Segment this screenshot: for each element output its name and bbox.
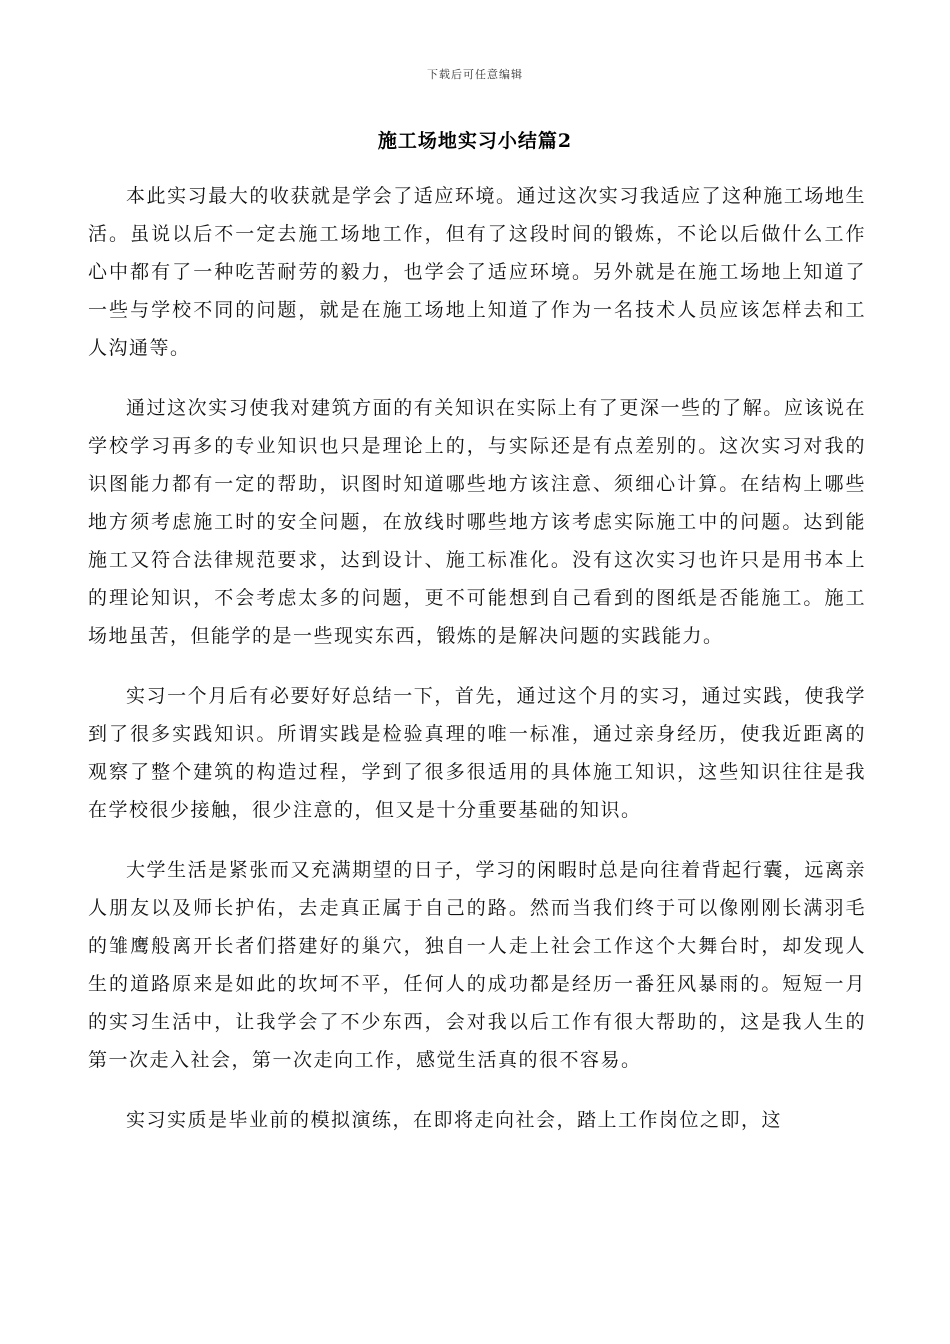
header-note: 下载后可任意编辑 (427, 68, 523, 81)
paragraph: 实习一个月后有必要好好总结一下，首先，通过这个月的实习，通过实践，使我学到了很多实践知识。所谓实践是检验真理的唯一标准，通过亲身经历，使我近距离的观察了整个建筑的构造过程，学到了很多很适用的具体施工知识，这些知识往往是我在学校很少接触，很少注意的，但又是十分重要基础的知识。 (88, 685, 866, 821)
paragraph: 本此实习最大的收获就是学会了适应环境。通过这次实习我适应了这种施工场地生活。虽说以后不一定去施工场地工作，但有了这段时间的锻炼，不论以后做什么工作心中都有了一种吃苦耐劳的毅力，也学会了适应环境。另外就是在施工场地上知道了一些与学校不同的问题，就是在施工场地上知道了作为一名技术人员应该怎样去和工人沟通等。 (88, 185, 866, 359)
paragraph: 大学生活是紧张而又充满期望的日子，学习的闲暇时总是向往着背起行囊，远离亲人朋友以及师长护佑，去走真正属于自己的路。然而当我们终于可以像刚刚长满羽毛的雏鹰般离开长者们搭建好的巢穴，独自一人走上社会工作这个大舞台时，却发现人生的道路原来是如此的坎坷不平，任何人的成功都是经历一番狂风暴雨的。短短一月的实习生活中，让我学会了不少东西，会对我以后工作有很大帮助的，这是我人生的第一次走入社会，第一次走向工作，感觉生活真的很不容易。 (88, 859, 866, 1071)
document-body (88, 177, 866, 1161)
paragraph: 实习实质是毕业前的模拟演练，在即将走向社会，踏上工作岗位之即，这 (126, 1109, 783, 1131)
document-title: 施工场地实习小结篇2 (377, 130, 573, 152)
paragraph: 通过这次实习使我对建筑方面的有关知识在实际上有了更深一些的了解。应该说在学校学习再多的专业知识也只是理论上的，与实际还是有点差别的。这次实习对我的识图能力都有一定的帮助，识图时知道哪些地方该注意、须细心计算。在结构上哪些地方须考虑施工时的安全问题，在放线时哪些地方该考虑实际施工中的问题。达到能施工又符合法律规范要求，达到设计、施工标准化。没有这次实习也许只是用书本上的理论知识，不会考虑太多的问题，更不可能想到自己看到的图纸是否能施工。施工场地虽苦，但能学的是一些现实东西，锻炼的是解决问题的实践能力。 (88, 397, 866, 647)
